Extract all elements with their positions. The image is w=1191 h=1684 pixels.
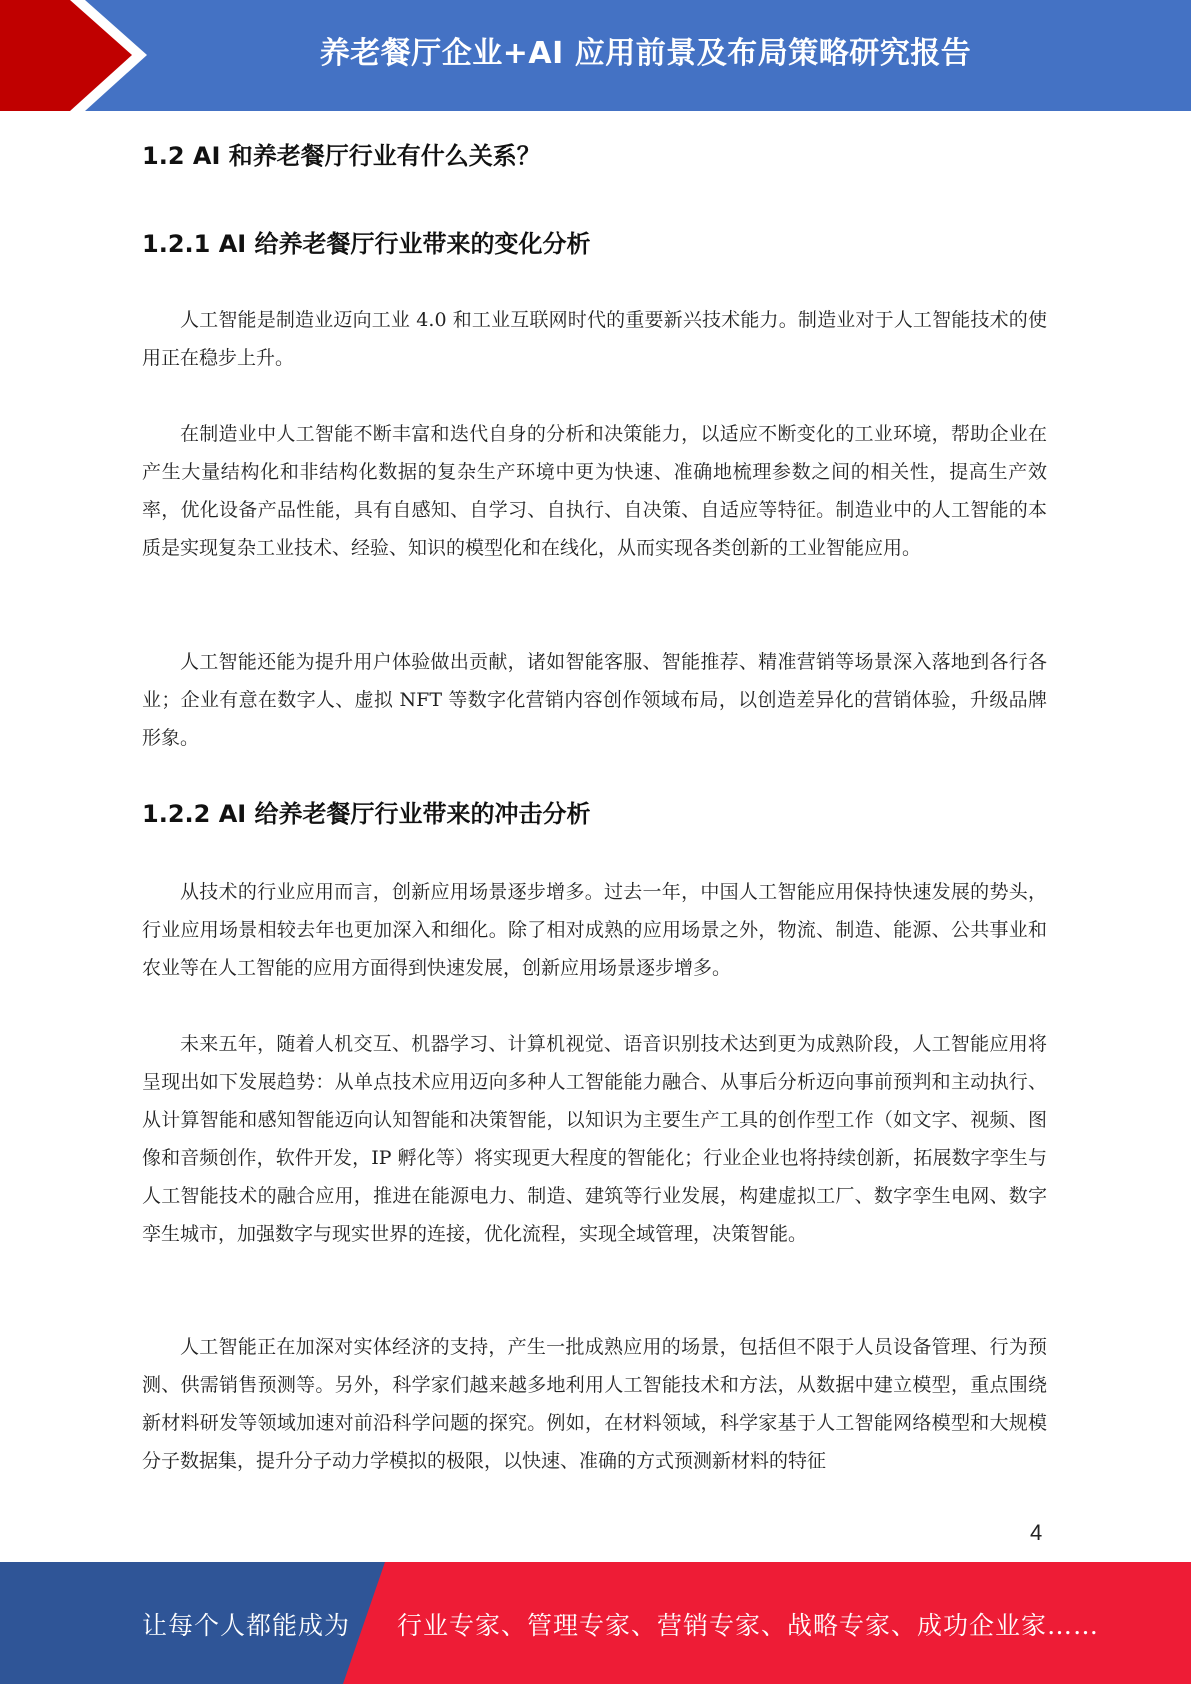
report-footer <box>0 1562 1191 1684</box>
report-title: 养老餐厅企业+AI 应用前景及布局策略研究报告 <box>319 36 972 71</box>
subsection-heading-changes: 1.2.1 AI 给养老餐厅行业带来的变化分析 <box>142 230 591 258</box>
paragraph: 在制造业中人工智能不断丰富和迭代自身的分析和决策能力，以适应不断变化的工业环境，帮助企业在产生大量结构化和非结构化数据的复杂生产环境中更为快速、准确地梳理参数之间的相关性，提高生产效率，优化设备产品性能，具有自感知、自学习、自执行、自决策、自适应等特征。制造业中的人工智能的本质是实现复杂工业技术、经验、知识的模型化和在线化，从而实现各类创新的工业智能应用。 <box>142 423 1047 559</box>
paragraph: 人工智能还能为提升用户体验做出贡献，诸如智能客服、智能推荐、精准营销等场景深入落地到各行各业；企业有意在数字人、虚拟 NFT 等数字化营销内容创作领域布局，以创造差异化的营销体验，升级品牌形象。 <box>142 651 1047 749</box>
subsection-heading-impact: 1.2.2 AI 给养老餐厅行业带来的冲击分析 <box>142 800 591 828</box>
header-arrow-red <box>0 0 132 111</box>
paragraph: 未来五年，随着人机交互、机器学习、计算机视觉、语音识别技术达到更为成熟阶段，人工智能应用将呈现出如下发展趋势：从单点技术应用迈向多种人工智能能力融合、从事后分析迈向事前预判和主动执行、从计算智能和感知智能迈向认知智能和决策智能，以知识为主要生产工具的创作型工作（如文字、视频、图像和音频创作，软件开发，IP 孵化等）将实现更大程度的智能化；行业企业也将持续创新，拓展数字孪生与人工智能技术的融合应用，推进在能源电力、制造、建筑等行业发展，构建虚拟工厂、数字孪生电网、数字孪生城市，加强数字与现实世界的连接，优化流程，实现全域管理，决策智能。 <box>142 1033 1047 1245</box>
page-number: 4 <box>1030 1520 1043 1545</box>
paragraph: 人工智能正在加深对实体经济的支持，产生一批成熟应用的场景，包括但不限于人员设备管理、行为预测、供需销售预测等。另外，科学家们越来越多地利用人工智能技术和方法，从数据中建立模型，重点围绕新材料研发等领域加速对前沿科学问题的探究。例如，在材料领域，科学家基于人工智能网络模型和大规模分子数据集，提升分子动力学模拟的极限，以快速、准确的方式预测新材料的特征 <box>142 1336 1047 1472</box>
paragraph: 从技术的行业应用而言，创新应用场景逐步增多。过去一年，中国人工智能应用保持快速发展的势头，行业应用场景相较去年也更加深入和细化。除了相对成熟的应用场景之外，物流、制造、能源、公共事业和农业等在人工智能的应用方面得到快速发展，创新应用场景逐步增多。 <box>142 881 1047 979</box>
report-header <box>0 0 1191 111</box>
footer-slogan-right: 行业专家、管理专家、营销专家、战略专家、成功企业家…… <box>397 1611 1100 1640</box>
section-heading: 1.2 AI 和养老餐厅行业有什么关系？ <box>142 142 541 170</box>
paragraph: 人工智能是制造业迈向工业 4.0 和工业互联网时代的重要新兴技术能力。制造业对于人工智能技术的使用正在稳步上升。 <box>142 309 1047 369</box>
footer-slogan-left: 让每个人都能成为 <box>142 1611 351 1640</box>
header-arrow-decoration <box>0 0 160 111</box>
